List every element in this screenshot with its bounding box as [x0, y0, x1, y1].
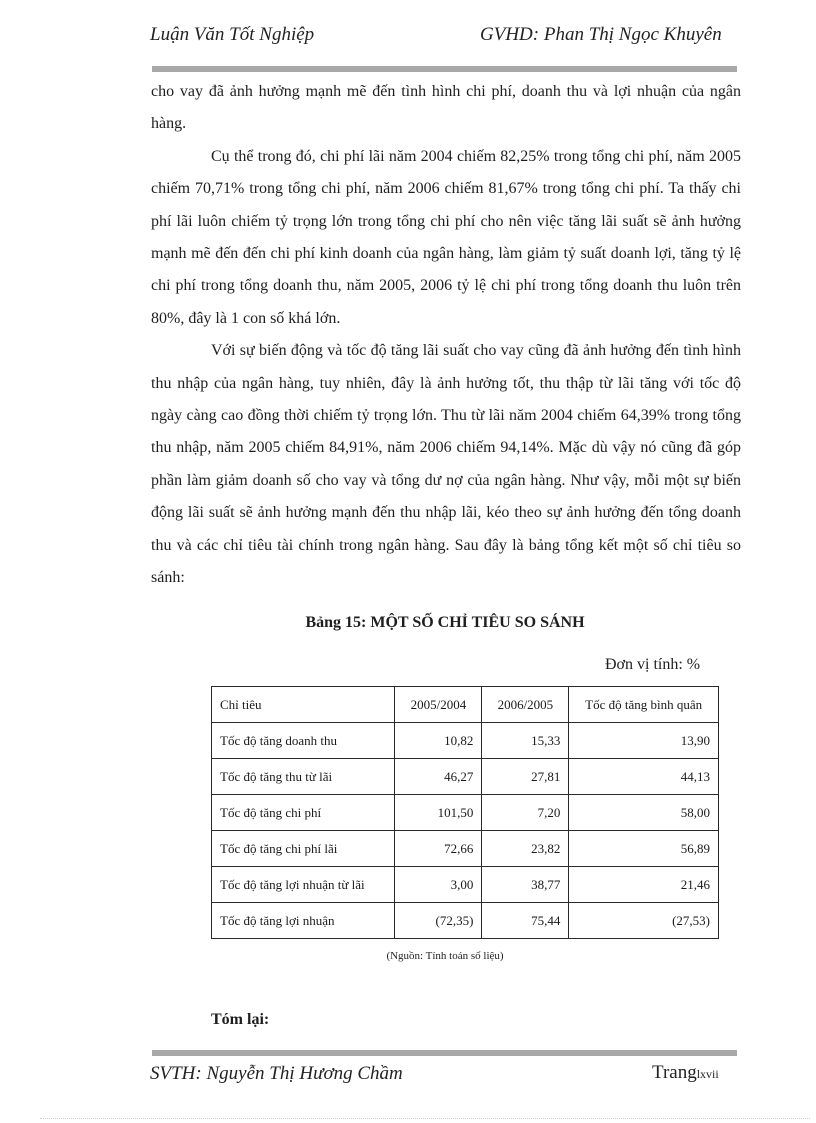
- page-edge: [40, 1118, 810, 1119]
- table-cell: 44,13: [569, 759, 719, 795]
- table-row: [212, 831, 719, 867]
- comparison-table: [211, 686, 719, 939]
- paragraph-3: Với sự biến động và tốc độ tăng lãi suất cho vay cũng đã ảnh hưởng đến tình hình thu nhập của ngân hàng, tuy nhiên, đây là ảnh hưởng tốt, thu thập từ lãi tăng với tốc độ ngày càng cao đồng thời chiếm tỷ trọng lớn. Thu từ lãi năm 2004 chiếm 64,39% trong tổng thu nhập, năm 2005 chiếm 84,91%, năm 2006 chiếm 94,14%. Mặc dù vậy nó cũng đã góp phần làm giảm doanh số cho vay và tổng dư nợ của ngân hàng. Như vậy, mỗi một sự biến động lãi suất sẽ ảnh hưởng mạnh đến thu nhập lãi, kéo theo sự ảnh hưởng đến tổng doanh thu và các chỉ tiêu tài chính trong ngân hàng. Sau đây là bảng tổng kết một số chỉ tiêu so sánh:: [151, 342, 741, 587]
- paragraph-2: Cụ thể trong đó, chi phí lãi năm 2004 chiếm 82,25% trong tổng chi phí, năm 2005 chiếm 70,71% trong tổng chi phí, năm 2006 chiếm 81,67% trong tổng chi phí. Ta thấy chi phí lãi luôn chiếm tỷ trọng lớn trong tổng chi phí cho nên việc tăng lãi suất sẽ ảnh hưởng mạnh mẽ đến đến chi phí kinh doanh của ngân hàng, làm giảm tỷ suất doanh lợi, tăng tỷ lệ chi phí trong tổng doanh thu, năm 2005, 2006 tỷ lệ chi phí trong tổng doanh thu luôn trên 80%, đây là 1 con số khá lớn.: [151, 147, 741, 327]
- body-text: [151, 76, 741, 595]
- summary-heading: Tóm lại:: [211, 1011, 270, 1028]
- page-number-value: lxvii: [696, 1067, 719, 1081]
- page-number: [652, 1062, 719, 1084]
- table-unit: Đơn vị tính: %: [605, 656, 701, 673]
- table-cell: 21,46: [569, 867, 719, 903]
- column-header: Tốc độ tăng bình quân: [569, 687, 719, 723]
- column-header: 2006/2005: [482, 687, 569, 723]
- row-label: Tốc độ tăng doanh thu: [212, 723, 395, 759]
- row-label: Tốc độ tăng chi phí lãi: [212, 831, 395, 867]
- row-label: Tốc độ tăng thu từ lãi: [212, 759, 395, 795]
- table-cell: 3,00: [395, 867, 482, 903]
- table-cell: 72,66: [395, 831, 482, 867]
- header-advisor: GVHD: Phan Thị Ngọc Khuyên: [480, 24, 722, 45]
- table-cell: 56,89: [569, 831, 719, 867]
- column-header: Chỉ tiêu: [212, 687, 395, 723]
- table-row: [212, 867, 719, 903]
- table-cell: 23,82: [482, 831, 569, 867]
- table-row: [212, 903, 719, 939]
- footer-divider: [152, 1050, 737, 1056]
- table-cell: 38,77: [482, 867, 569, 903]
- table-cell: 7,20: [482, 795, 569, 831]
- table-cell: (27,53): [569, 903, 719, 939]
- table-cell: 46,27: [395, 759, 482, 795]
- table-cell: 101,50: [395, 795, 482, 831]
- table-row: [212, 723, 719, 759]
- row-label: Tốc độ tăng lợi nhuận từ lãi: [212, 867, 395, 903]
- table-source: (Nguồn: Tính toán số liệu): [386, 950, 504, 962]
- header-divider: [152, 66, 737, 72]
- footer-student: SVTH: Nguyễn Thị Hương Chầm: [150, 1063, 403, 1084]
- row-label: Tốc độ tăng lợi nhuận: [212, 903, 395, 939]
- table-cell: 27,81: [482, 759, 569, 795]
- table-cell: (72,35): [395, 903, 482, 939]
- header-thesis-title: Luận Văn Tốt Nghiệp: [150, 24, 315, 45]
- table-cell: 75,44: [482, 903, 569, 939]
- table-cell: 10,82: [395, 723, 482, 759]
- table-row: [212, 795, 719, 831]
- column-header: 2005/2004: [395, 687, 482, 723]
- page-label: Trang: [652, 1062, 697, 1083]
- paragraph-1: cho vay đã ảnh hưởng mạnh mẽ đến tình hình chi phí, doanh thu và lợi nhuận của ngân hàng.: [151, 83, 741, 133]
- table-cell: 58,00: [569, 795, 719, 831]
- row-label: Tốc độ tăng chi phí: [212, 795, 395, 831]
- table-row: [212, 759, 719, 795]
- table-cell: 15,33: [482, 723, 569, 759]
- table-cell: 13,90: [569, 723, 719, 759]
- table-header-row: [212, 687, 719, 723]
- table-title: Bảng 15: MỘT SỐ CHỈ TIÊU SO SÁNH: [305, 614, 585, 631]
